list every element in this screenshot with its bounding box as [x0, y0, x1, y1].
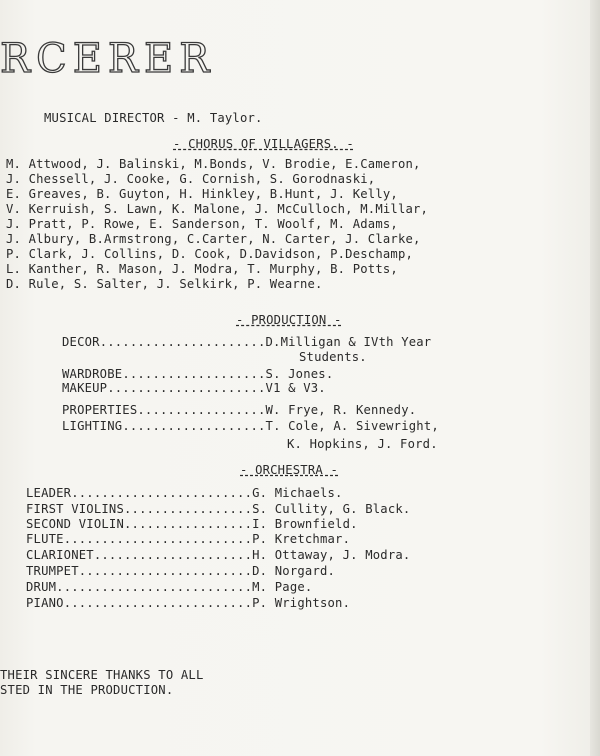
credit-label: DRUM [26, 580, 57, 594]
credit-row [26, 548, 410, 562]
credit-label: WARDROBE [62, 367, 123, 381]
chorus-line: V. Kerruish, S. Lawn, K. Malone, J. McCulloch, M.Millar, [6, 202, 429, 216]
credit-row [26, 502, 410, 516]
credit-value: G. Michaels. [252, 486, 343, 500]
credit-value-continued: K. Hopkins, J. Ford. [287, 437, 438, 451]
credit-value: P. Kretchmar. [252, 532, 351, 546]
credit-value-continued: Students. [299, 350, 367, 364]
credit-label: FLUTE [26, 532, 64, 546]
credit-row [62, 367, 333, 381]
page-edge-shadow [590, 0, 600, 756]
leader-dots: ................... [122, 419, 266, 433]
credit-row [62, 403, 416, 417]
credit-row [62, 419, 439, 433]
leader-dots: ........................ [71, 486, 253, 500]
orchestra-heading: - ORCHESTRA - [240, 463, 338, 477]
chorus-line: P. Clark, J. Collins, D. Cook, D.Davidson, P.Deschamp, [6, 247, 414, 261]
chorus-line: J. Albury, B.Armstrong, C.Carter, N. Carter, J. Clarke, [6, 232, 421, 246]
credit-value: S. Jones. [265, 367, 334, 381]
credit-label: DECOR [62, 335, 100, 349]
credit-row [26, 486, 343, 500]
production-heading: - PRODUCTION - [236, 313, 342, 327]
credit-label: CLARIONET [26, 548, 94, 562]
credit-label: PROPERTIES [62, 403, 138, 417]
credit-value: H. Ottaway, J. Modra. [252, 548, 411, 562]
credit-value: I. Brownfield. [252, 517, 358, 531]
credit-label: PIANO [26, 596, 64, 610]
leader-dots: ................. [124, 517, 253, 531]
leader-dots: ....................... [78, 564, 253, 578]
thanks-line: STED IN THE PRODUCTION. [0, 683, 174, 697]
leader-dots: ................... [122, 367, 266, 381]
leader-dots: ...................... [99, 335, 266, 349]
title-heading: RCERER [0, 36, 216, 82]
credit-row [26, 564, 335, 578]
leader-dots: ......................... [63, 532, 253, 546]
chorus-heading: - CHORUS OF VILLAGERS. - [173, 137, 354, 151]
chorus-line: D. Rule, S. Salter, J. Selkirk, P. Wearne. [6, 277, 323, 291]
credit-row [26, 580, 312, 594]
credit-value: S. Cullity, G. Black. [252, 502, 411, 516]
credit-label: FIRST VIOLINS [26, 502, 124, 516]
credit-row [26, 532, 350, 546]
leader-dots: .......................... [56, 580, 253, 594]
musical-director: MUSICAL DIRECTOR - M. Taylor. [44, 111, 263, 125]
credit-row [26, 517, 358, 531]
leader-dots: ................. [137, 403, 266, 417]
leader-dots: ................. [124, 502, 253, 516]
chorus-line: M. Attwood, J. Balinski, M.Bonds, V. Brodie, E.Cameron, [6, 157, 421, 171]
chorus-line: E. Greaves, B. Guyton, H. Hinkley, B.Hunt, J. Kelly, [6, 187, 398, 201]
credit-value: D.Milligan & IVth Year [265, 335, 432, 349]
leader-dots: ..................... [107, 381, 266, 395]
credit-label: MAKEUP [62, 381, 108, 395]
chorus-line: J. Pratt, P. Rowe, E. Sanderson, T. Woolf, M. Adams, [6, 217, 398, 231]
credit-value: P. Wrightson. [252, 596, 351, 610]
credit-value: T. Cole, A. Sivewright, [265, 419, 439, 433]
credit-value: W. Frye, R. Kennedy. [265, 403, 417, 417]
credit-row [62, 335, 431, 349]
credit-label: TRUMPET [26, 564, 79, 578]
credit-value: M. Page. [252, 580, 313, 594]
leader-dots: ..................... [93, 548, 253, 562]
credit-value: V1 & V3. [265, 381, 326, 395]
leader-dots: ......................... [63, 596, 253, 610]
credit-value: D. Norgard. [252, 564, 336, 578]
credit-label: LIGHTING [62, 419, 123, 433]
credit-row [62, 381, 326, 395]
chorus-line: L. Kanther, R. Mason, J. Modra, T. Murphy, B. Potts, [6, 262, 398, 276]
credit-row [26, 596, 350, 610]
credit-label: SECOND VIOLIN [26, 517, 124, 531]
credit-label: LEADER [26, 486, 72, 500]
chorus-line: J. Chessell, J. Cooke, G. Cornish, S. Gorodnaski, [6, 172, 376, 186]
thanks-line: THEIR SINCERE THANKS TO ALL [0, 668, 204, 682]
